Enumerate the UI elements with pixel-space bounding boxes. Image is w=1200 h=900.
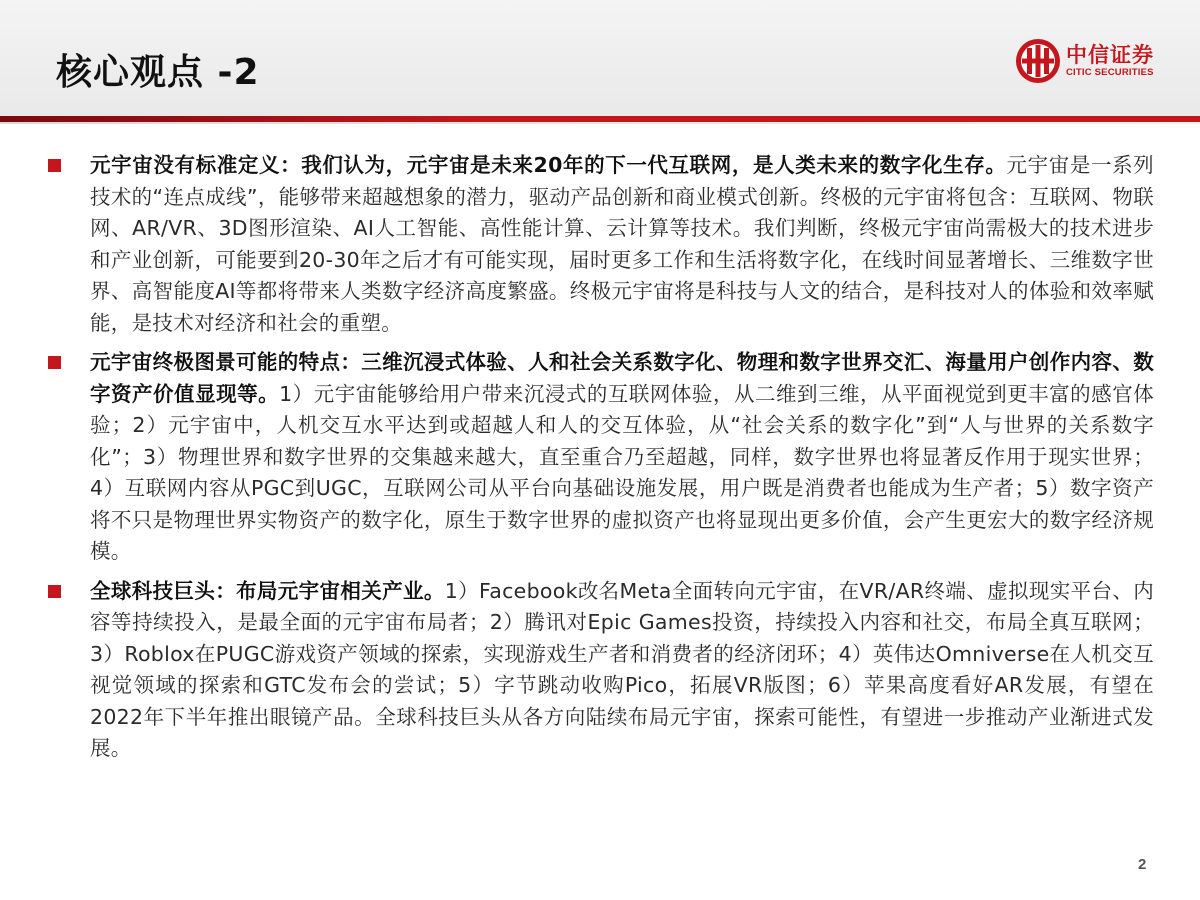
header-divider-shadow — [0, 122, 1200, 124]
key-point-heading: 元宇宙终极图景可能的特点：三维沉浸式体验、人和社会关系数字化、物理和数字世界交汇、海量用户创作内容、数字资产价值显现等。 — [90, 350, 1154, 406]
citic-logo-icon — [1014, 37, 1062, 85]
key-point-tech-giants — [44, 576, 1154, 765]
key-point-features — [44, 347, 1154, 568]
page-number: 2 — [1138, 856, 1147, 873]
key-point-text — [90, 347, 1154, 568]
square-bullet-icon — [48, 159, 61, 172]
slide-header — [0, 0, 1200, 116]
square-bullet-icon — [48, 585, 61, 598]
key-points-list — [44, 150, 1154, 773]
key-point-text — [90, 576, 1154, 765]
key-point-heading: 全球科技巨头：布局元宇宙相关产业。 — [90, 578, 445, 603]
logo-name-en: CITIC SECURITIES — [1066, 67, 1154, 78]
company-logo — [1014, 36, 1184, 86]
key-point-body: 元宇宙是一系列技术的“连点成线”，能够带来超越想象的潜力，驱动产品创新和商业模式创新。终极的元宇宙将包含：互联网、物联网、AR/VR、3D图形渲染、AI人工智能、高性能计算、云计算等技术。我们判断，终极元宇宙尚需极大的技术进步和产业创新，可能要到20-30年之后才有可能实现，届时更多工作和生活将数字化，在线时间显著增长、三维数字世界、高智能度AI等都将带来人类数字经济高度繁盛。终极元宇宙将是科技与人文的结合，是科技对人的体验和效率赋能，是技术对经济和社会的重塑。 — [90, 153, 1154, 335]
logo-text — [1066, 43, 1154, 79]
key-point-body: 1）元宇宙能够给用户带来沉浸式的互联网体验，从二维到三维，从平面视觉到更丰富的感官体验；2）元宇宙中，人机交互水平达到或超越人和人的交互体验，从“社会关系的数字化”到“人与世界的关系数字化”；3）物理世界和数字世界的交集越来越大，直至重合乃至超越，同样，数字世界也将显著反作用于现实世界；4）互联网内容从PGC到UGC，互联网公司从平台向基础设施发展，用户既是消费者也能成为生产者；5）数字资产将不只是物理世界实物资产的数字化，原生于数字世界的虚拟资产也将显现出更多价值，会产生更宏大的数字经济规模。 — [90, 381, 1155, 563]
key-point-definition — [44, 150, 1154, 339]
square-bullet-icon — [48, 356, 61, 369]
logo-name-cn: 中信证券 — [1066, 43, 1154, 67]
key-point-heading: 元宇宙没有标准定义：我们认为，元宇宙是未来20年的下一代互联网，是人类未来的数字化生存。 — [90, 153, 1007, 177]
key-point-text — [90, 150, 1154, 339]
key-point-body: 1）Facebook改名Meta全面转向元宇宙，在VR/AR终端、虚拟现实平台、内容等持续投入，是最全面的元宇宙布局者；2）腾讯对Epic Games投资，持续投入内容和社交，布局全真互联网；3）Roblox在PUGC游戏资产领域的探索，实现游戏生产者和消费者的经济闭环；4）英伟达Omniverse在人机交互视觉领域的探索和GTC发布会的尝试；5）字节跳动收购Pico，拓展VR版图；6）苹果高度看好AR发展，有望在2022年下半年推出眼镜产品。全球科技巨头从各方向陆续布局元宇宙，探索可能性，有望进一步推动产业渐进式发展。 — [90, 578, 1154, 760]
page-title: 核心观点 -2 — [56, 52, 260, 93]
